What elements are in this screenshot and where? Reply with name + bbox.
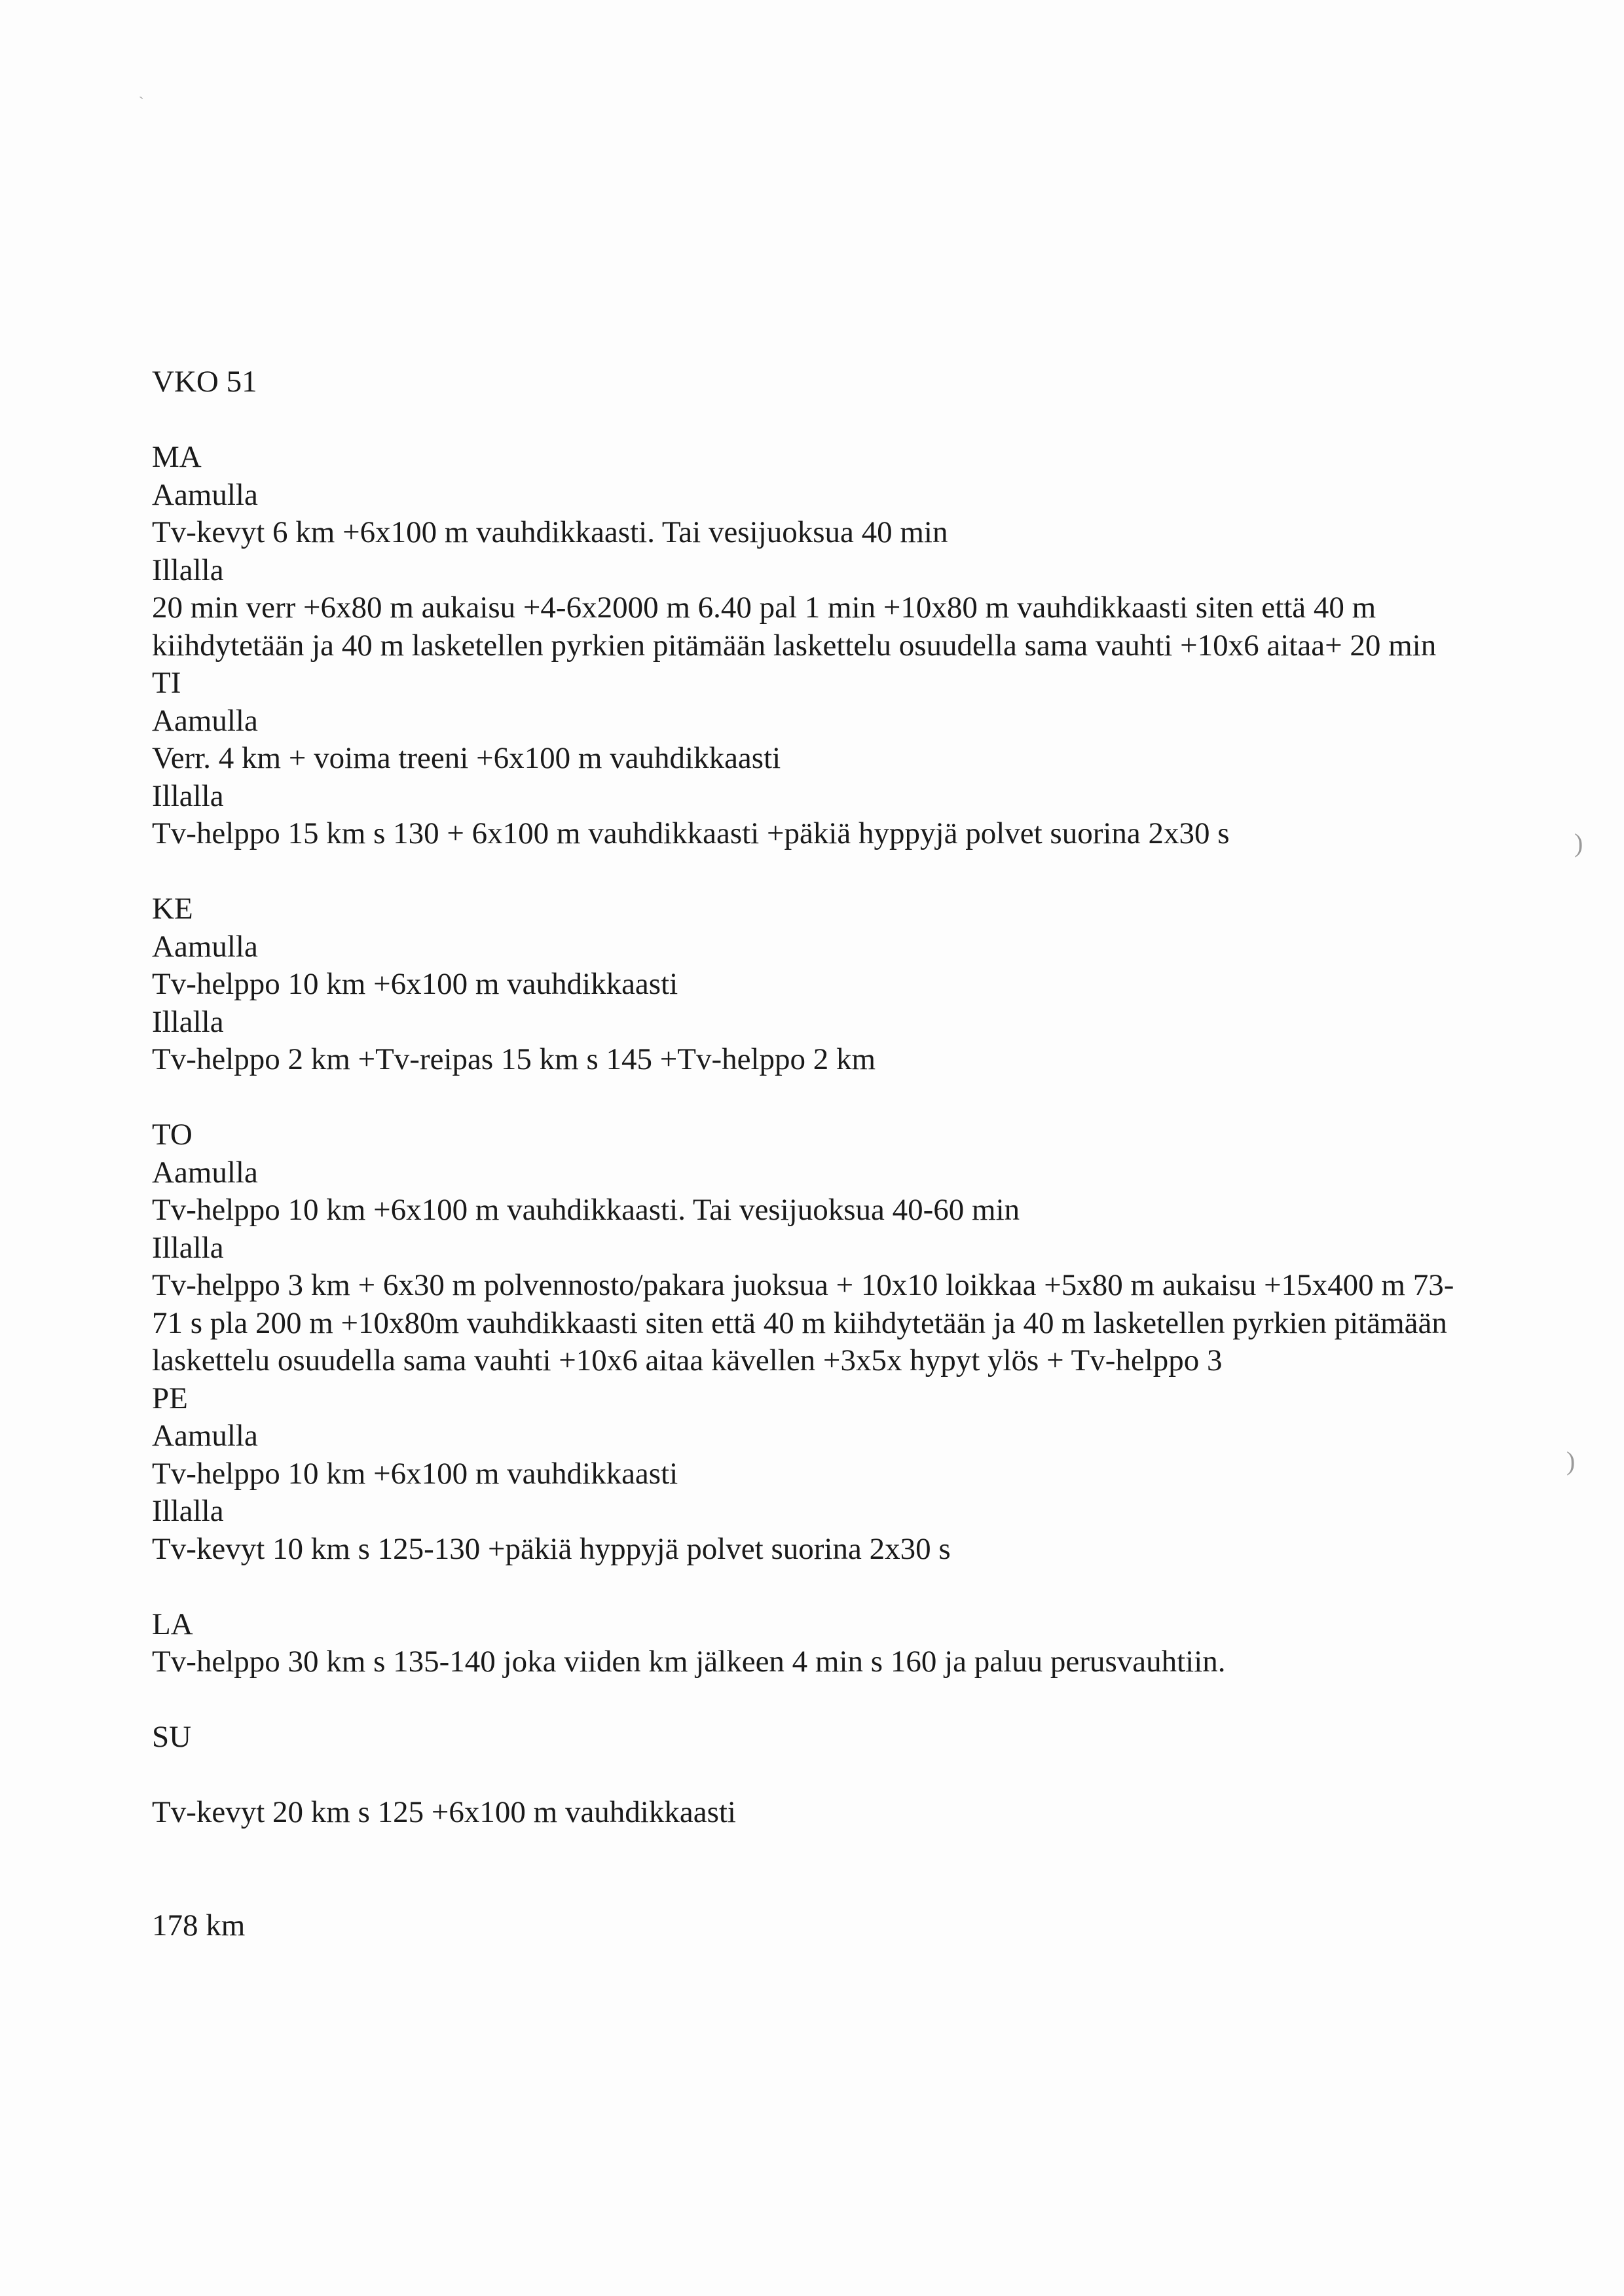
session-label: Aamulla xyxy=(152,703,258,738)
session-text: Tv-helppo 15 km s 130 + 6x100 m vauhdikkaasti +päkiä hyppyjä polvet suorina 2x30 s xyxy=(152,816,1230,850)
session-label: Aamulla xyxy=(152,1155,258,1190)
scan-speck: ˎ xyxy=(139,82,144,99)
scan-mark-right-2: ) xyxy=(1566,1446,1576,1476)
day-heading: LA xyxy=(152,1607,193,1641)
session-text: Tv-kevyt 20 km s 125 +6x100 m vauhdikkaasti xyxy=(152,1795,736,1829)
day-block-la xyxy=(152,1606,1468,1681)
session-label: Aamulla xyxy=(152,1419,258,1453)
day-block-to xyxy=(152,1116,1468,1380)
day-heading: TI xyxy=(152,666,181,700)
session-text: 20 min verr +6x80 m aukaisu +4-6x2000 m 6.40 pal 1 min +10x80 m vauhdikkaasti siten että 40 m kiihdytetään ja 40 m lasketellen pyrkien pitämään laskettelu osuudella sama vauhti +10x6 aitaa+ 20 min xyxy=(152,591,1437,663)
session-text: Tv-helppo 2 km +Tv-reipas 15 km s 145 +Tv-helppo 2 km xyxy=(152,1042,876,1076)
session-label: Illalla xyxy=(152,1494,224,1528)
day-heading: TO xyxy=(152,1118,193,1152)
session-label: Illalla xyxy=(152,1004,224,1039)
session-text: Tv-helppo 10 km +6x100 m vauhdikkaasti xyxy=(152,1456,678,1491)
session-text: Tv-helppo 10 km +6x100 m vauhdikkaasti xyxy=(152,967,678,1001)
day-heading: KE xyxy=(152,892,193,926)
day-block-ti xyxy=(152,665,1468,853)
session-label: Illalla xyxy=(152,1230,224,1265)
session-text: Tv-kevyt 6 km +6x100 m vauhdikkaasti. Tai vesijuoksua 40 min xyxy=(152,515,948,549)
session-text: Tv-helppo 10 km +6x100 m vauhdikkaasti. Tai vesijuoksua 40-60 min xyxy=(152,1193,1020,1227)
week-title: VKO 51 xyxy=(152,365,257,399)
scan-mark-right-1: ) xyxy=(1574,828,1583,858)
day-heading: PE xyxy=(152,1381,188,1415)
session-text: Verr. 4 km + voima treeni +6x100 m vauhdikkaasti xyxy=(152,741,781,775)
day-block-pe xyxy=(152,1380,1468,1569)
training-plan xyxy=(152,363,1468,1944)
session-label: Illalla xyxy=(152,553,224,587)
day-block-ke xyxy=(152,890,1468,1079)
day-block-ma xyxy=(152,439,1468,665)
weekly-total: 178 km xyxy=(152,1908,246,1942)
session-text: Tv-helppo 3 km + 6x30 m polvennosto/pakara juoksua + 10x10 loikkaa +5x80 m aukaisu +15x400 m 73-71 s pla 200 m +10x80m vauhdikkaasti siten että 40 m kiihdytetään ja 40 m lasketellen pyrkien pitämään laskettelu osuudella sama vauhti +10x6 aitaa kävellen +3x5x hypyt ylös + Tv-helppo 3 xyxy=(152,1268,1455,1377)
day-block-su xyxy=(152,1719,1468,1832)
session-text: Tv-kevyt 10 km s 125-130 +päkiä hyppyjä polvet suorina 2x30 s xyxy=(152,1531,951,1566)
day-heading: SU xyxy=(152,1720,192,1754)
day-heading: MA xyxy=(152,440,202,474)
session-text: Tv-helppo 30 km s 135-140 joka viiden km jälkeen 4 min s 160 ja paluu perusvauhtiin. xyxy=(152,1645,1226,1679)
session-label: Aamulla xyxy=(152,929,258,964)
session-label: Aamulla xyxy=(152,477,258,512)
session-label: Illalla xyxy=(152,778,224,813)
